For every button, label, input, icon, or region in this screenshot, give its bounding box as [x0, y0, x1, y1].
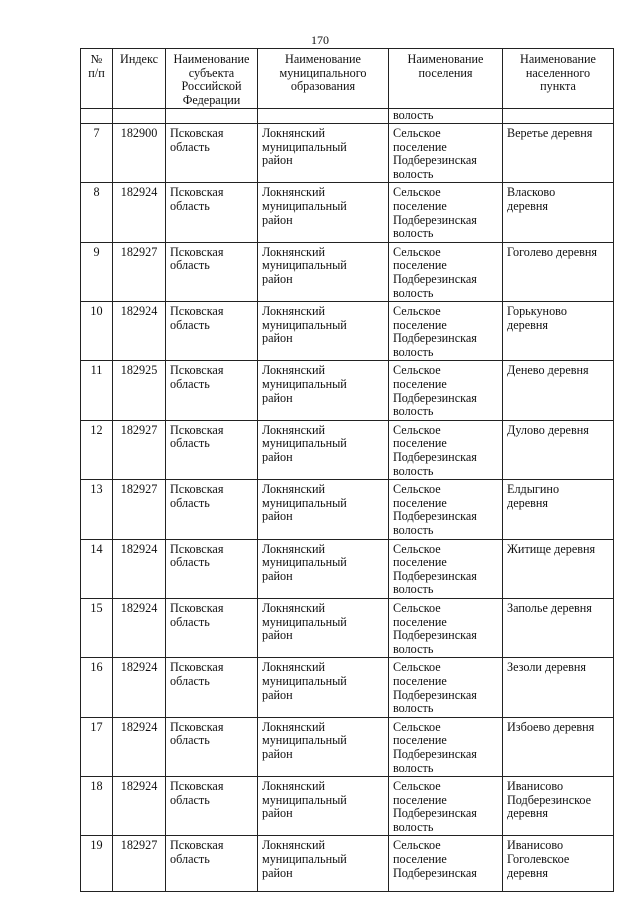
cell-locality: Елдыгино деревня: [503, 480, 614, 539]
cell-index: 182925: [113, 361, 166, 420]
cell-subject: Псковская область: [166, 480, 258, 539]
cell-municipality: Локнянский муниципальный район: [258, 183, 389, 242]
settlements-table: [80, 48, 614, 892]
cell-locality: Горькуново деревня: [503, 302, 614, 361]
cell-index: 182924: [113, 183, 166, 242]
cell-num: 10: [81, 302, 113, 361]
cell-subject: Псковская область: [166, 777, 258, 836]
page-number: 170: [311, 33, 329, 47]
cell-index: 182924: [113, 302, 166, 361]
table-row: [81, 836, 614, 892]
cell-locality: Гоголево деревня: [503, 242, 614, 301]
cell-num: 8: [81, 183, 113, 242]
cell-subject: Псковская область: [166, 302, 258, 361]
cell-num: 12: [81, 420, 113, 479]
table-row: [81, 361, 614, 420]
cell-locality: Иванисово Гоголевское деревня: [503, 836, 614, 892]
cell-subject: Псковская область: [166, 242, 258, 301]
cell-locality: Власково деревня: [503, 183, 614, 242]
table-header-row: [81, 49, 614, 109]
cell-num: 14: [81, 539, 113, 598]
continuation-row: [81, 109, 614, 124]
cell-index: 182900: [113, 123, 166, 182]
continuation-locality: [503, 109, 614, 124]
cell-settlement: Сельское поселение Подберезинская волость: [389, 480, 503, 539]
cell-settlement: Сельское поселение Подберезинская: [389, 836, 503, 892]
cell-subject: Псковская область: [166, 658, 258, 717]
cell-index: 182927: [113, 420, 166, 479]
table-row: [81, 480, 614, 539]
continuation-municipality: [258, 109, 389, 124]
cell-locality: Веретье деревня: [503, 123, 614, 182]
cell-settlement: Сельское поселение Подберезинская волость: [389, 658, 503, 717]
cell-subject: Псковская область: [166, 836, 258, 892]
cell-subject: Псковская область: [166, 717, 258, 776]
cell-settlement: Сельское поселение Подберезинская волость: [389, 777, 503, 836]
cell-municipality: Локнянский муниципальный район: [258, 123, 389, 182]
cell-settlement: Сельское поселение Подберезинская волость: [389, 539, 503, 598]
cell-settlement: Сельское поселение Подберезинская волость: [389, 420, 503, 479]
cell-municipality: Локнянский муниципальный район: [258, 539, 389, 598]
cell-settlement: Сельское поселение Подберезинская волость: [389, 302, 503, 361]
header-municipality: Наименование муниципального образования: [258, 49, 389, 109]
cell-municipality: Локнянский муниципальный район: [258, 717, 389, 776]
continuation-num: [81, 109, 113, 124]
cell-num: 11: [81, 361, 113, 420]
cell-num: 7: [81, 123, 113, 182]
cell-locality: Зезоли деревня: [503, 658, 614, 717]
cell-index: 182924: [113, 777, 166, 836]
cell-locality: Денево деревня: [503, 361, 614, 420]
cell-municipality: Локнянский муниципальный район: [258, 777, 389, 836]
cell-municipality: Локнянский муниципальный район: [258, 242, 389, 301]
cell-municipality: Локнянский муниципальный район: [258, 361, 389, 420]
cell-municipality: Локнянский муниципальный район: [258, 302, 389, 361]
continuation-settlement: волость: [389, 109, 503, 124]
header-subject: Наименование субъекта Российской Федерации: [166, 49, 258, 109]
table-row: [81, 777, 614, 836]
cell-index: 182927: [113, 480, 166, 539]
cell-index: 182924: [113, 658, 166, 717]
cell-locality: Дулово деревня: [503, 420, 614, 479]
table-row: [81, 123, 614, 182]
cell-municipality: Локнянский муниципальный район: [258, 836, 389, 892]
cell-num: 19: [81, 836, 113, 892]
header-settlement: Наименование поселения: [389, 49, 503, 109]
cell-num: 17: [81, 717, 113, 776]
table-row: [81, 242, 614, 301]
cell-num: 15: [81, 598, 113, 657]
table-row: [81, 539, 614, 598]
cell-index: 182927: [113, 836, 166, 892]
cell-index: 182924: [113, 539, 166, 598]
cell-subject: Псковская область: [166, 598, 258, 657]
cell-num: 9: [81, 242, 113, 301]
cell-settlement: Сельское поселение Подберезинская волость: [389, 242, 503, 301]
cell-municipality: Локнянский муниципальный район: [258, 480, 389, 539]
header-num: № п/п: [81, 49, 113, 109]
table-row: [81, 302, 614, 361]
cell-locality: Избоево деревня: [503, 717, 614, 776]
continuation-subject: [166, 109, 258, 124]
cell-municipality: Локнянский муниципальный район: [258, 658, 389, 717]
cell-subject: Псковская область: [166, 123, 258, 182]
table-row: [81, 717, 614, 776]
table-row: [81, 598, 614, 657]
cell-settlement: Сельское поселение Подберезинская волость: [389, 361, 503, 420]
cell-municipality: Локнянский муниципальный район: [258, 598, 389, 657]
cell-subject: Псковская область: [166, 183, 258, 242]
cell-settlement: Сельское поселение Подберезинская волость: [389, 598, 503, 657]
cell-subject: Псковская область: [166, 420, 258, 479]
header-locality: Наименование населенного пункта: [503, 49, 614, 109]
cell-locality: Заполье деревня: [503, 598, 614, 657]
cell-subject: Псковская область: [166, 539, 258, 598]
cell-num: 16: [81, 658, 113, 717]
header-index: Индекс: [113, 49, 166, 109]
continuation-index: [113, 109, 166, 124]
cell-settlement: Сельское поселение Подберезинская волость: [389, 183, 503, 242]
cell-index: 182927: [113, 242, 166, 301]
cell-index: 182924: [113, 598, 166, 657]
cell-num: 18: [81, 777, 113, 836]
table-row: [81, 183, 614, 242]
cell-municipality: Локнянский муниципальный район: [258, 420, 389, 479]
cell-settlement: Сельское поселение Подберезинская волость: [389, 717, 503, 776]
table-row: [81, 420, 614, 479]
table-row: [81, 658, 614, 717]
cell-subject: Псковская область: [166, 361, 258, 420]
cell-locality: Житище деревня: [503, 539, 614, 598]
cell-index: 182924: [113, 717, 166, 776]
cell-settlement: Сельское поселение Подберезинская волость: [389, 123, 503, 182]
cell-num: 13: [81, 480, 113, 539]
cell-locality: Иванисово Подберезинское деревня: [503, 777, 614, 836]
